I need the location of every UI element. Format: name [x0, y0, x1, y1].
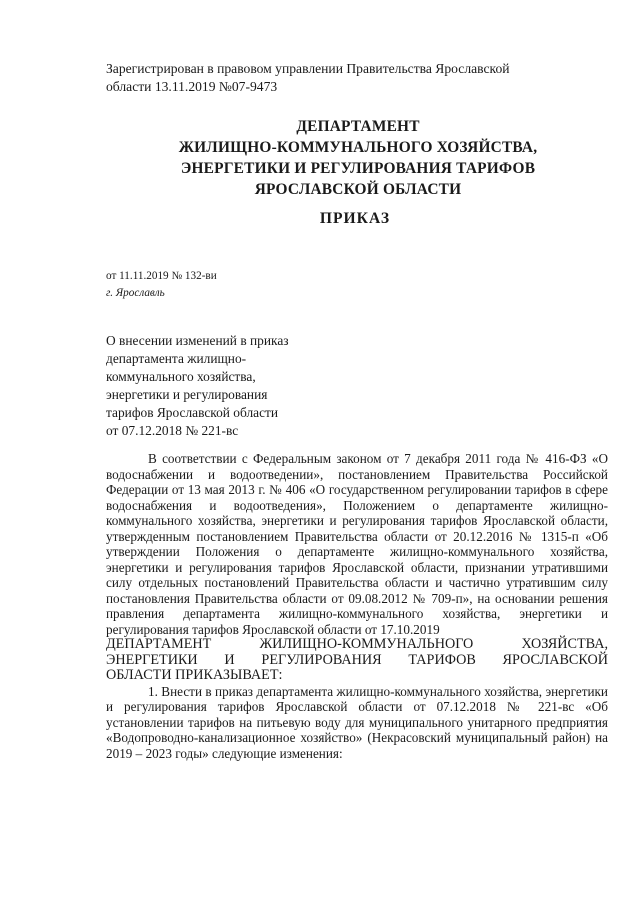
registration-line-1: Зарегистрирован в правовом управлении Правительства Ярославской — [106, 61, 510, 76]
subject-line-6: от 07.12.2018 № 221-вс — [106, 423, 239, 438]
header-line-2: ЖИЛИЩНО-КОММУНАЛЬНОГО ХОЗЯЙСТВА, — [178, 139, 538, 156]
registration-note — [106, 60, 576, 96]
subject-line-3: коммунального хозяйства, — [106, 369, 256, 384]
header-line-4: ЯРОСЛАВСКОЙ ОБЛАСТИ — [254, 181, 462, 198]
subject-line-5: тарифов Ярославской области — [106, 405, 279, 420]
order-line-1: ДЕПАРТАМЕНТ ЖИЛИЩНО-КОММУНАЛЬНОГО ХОЗЯЙСТВА, — [106, 636, 608, 652]
order-line-3: ОБЛАСТИ ПРИКАЗЫВАЕТ: — [106, 667, 283, 683]
department-header — [0, 116, 640, 200]
date-number: от 11.11.2019 № 132-ви — [106, 270, 217, 282]
document-title — [0, 210, 640, 228]
subject-line-1: О внесении изменений в приказ — [106, 333, 289, 348]
item-1-paragraph: 1. Внести в приказ департамента жилищно-коммунального хозяйства, энергетики и регулирования тарифов Ярославской области от 07.12.2018 № 221-вс «Об установлении тарифов на питьевую воду для муниципального унитарного предприятия «Водопроводно-канализационное хозяйство» (Некрасовский муниципальный район) на 2019 – 2023 годы» следующие изменения: — [106, 683, 608, 761]
order-line-2: ЭНЕРГЕТИКИ И РЕГУЛИРОВАНИЯ ТАРИФОВ ЯРОСЛАВСКОЙ — [106, 651, 608, 668]
document-body — [106, 451, 608, 761]
header-line-1: ДЕПАРТАМЕНТ — [296, 118, 420, 135]
registration-line-2: области 13.11.2019 №07-9473 — [106, 79, 278, 94]
preamble-paragraph: В соответствии с Федеральным законом от 7 декабря 2011 года № 416-ФЗ «О водоснабжении и водоотведении», постановлением Правительства Российской Федерации от 13 мая 2013 г. № 406 «О государственном регулировании тарифов в сфере водоснабжения и водоотведения», Положением о департаменте жилищно-коммунального хозяйства, энергетики и регулирования тарифов Ярославской области, утвержденным постановлением Правительства области от 20.12.2016 № 1315-п «Об утверждении Положения о департаменте жилищно-коммунального хозяйства, энергетики и регулирования тарифов Ярославской области, признании утратившими силу отдельных постановлений Правительства области и частично утратившим силу постановления Правительства области от 09.08.2012 № 709-п», на основании решения правления департамента жилищно-коммунального хозяйства, энергетики и регулирования тарифов Ярославской области от 17.10.2019 — [106, 451, 608, 637]
subject-line-2: департамента жилищно- — [106, 351, 247, 366]
document-meta — [106, 268, 217, 302]
header-line-3: ЭНЕРГЕТИКИ И РЕГУЛИРОВАНИЯ ТАРИФОВ — [180, 160, 536, 177]
subject-line-4: энергетики и регулирования — [106, 387, 268, 402]
document-type: ПРИКАЗ — [319, 210, 391, 227]
document-subject — [106, 332, 336, 440]
city: г. Ярославль — [106, 287, 165, 299]
